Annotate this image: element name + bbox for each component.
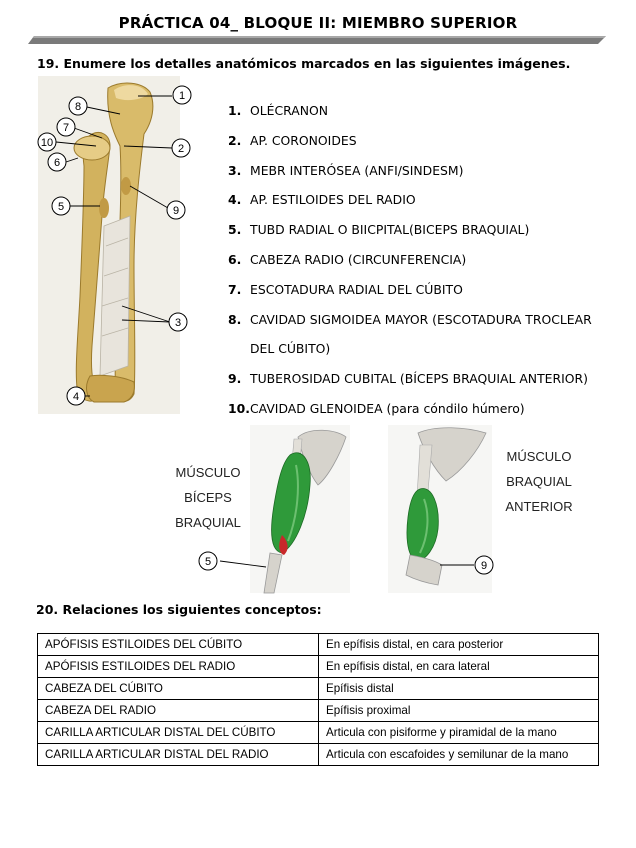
concept-cell: APÓFISIS ESTILOIDES DEL RADIO	[38, 656, 319, 678]
biceps-illustration	[175, 425, 350, 593]
callout-4: 4	[72, 391, 80, 403]
callout-2: 2	[177, 143, 185, 155]
callout-9: 9	[172, 205, 180, 217]
answer-item: 1. OLÉCRANON	[228, 103, 329, 118]
page-title: PRÁCTICA 04_ BLOQUE II: MIEMBRO SUPERIOR	[118, 14, 518, 32]
relation-cell: Articula con escafoides y semilunar de la mano	[319, 744, 599, 766]
concept-cell: CABEZA DEL CÚBITO	[38, 678, 319, 700]
concept-cell: APÓFISIS ESTILOIDES DEL CÚBITO	[38, 634, 319, 656]
table-row	[38, 744, 599, 766]
callout-10: 10	[40, 137, 54, 149]
callout-9-brachialis: 9	[480, 560, 488, 572]
relation-cell: En epífisis distal, en cara lateral	[319, 656, 599, 678]
relations-table	[37, 633, 599, 766]
brachialis-label-line2: BRAQUIAL	[506, 474, 572, 489]
answer-item: 10. CAVIDAD GLENOIDEA (para cóndilo húmero)	[228, 400, 525, 416]
question-19-prompt: 19. Enumere los detalles anatómicos marcados en las siguientes imágenes.	[37, 56, 571, 71]
callout-7: 7	[62, 122, 70, 134]
answer-item: 7. ESCOTADURA RADIAL DEL CÚBITO	[228, 281, 463, 297]
answer-item: 6. CABEZA RADIO (CIRCUNFERENCIA)	[228, 251, 467, 267]
forearm-bones-figure	[30, 76, 196, 414]
relation-cell: En epífisis distal, en cara posterior	[319, 634, 599, 656]
answer-item-continuation: DEL CÚBITO)	[250, 341, 331, 357]
brachialis-label-line1: MÚSCULO	[506, 449, 572, 464]
relation-cell: Articula con pisiforme y piramidal de la mano	[319, 722, 599, 744]
table-row	[38, 722, 599, 744]
relation-cell: Epífisis distal	[319, 678, 599, 700]
callout-3: 3	[174, 317, 182, 329]
callout-6: 6	[53, 157, 61, 169]
biceps-label-line2: BÍCEPS	[184, 490, 232, 505]
answer-item: 9. TUBEROSIDAD CUBITAL (BÍCEPS BRAQUIAL ANTERIOR)	[228, 371, 588, 387]
answer-item: 8. CAVIDAD SIGMOIDEA MAYOR (ESCOTADURA TROCLEAR	[228, 311, 592, 327]
question-20-prompt: 20. Relaciones los siguientes conceptos:	[36, 602, 322, 617]
muscles-figure	[170, 425, 590, 595]
concept-cell: CABEZA DEL RADIO	[38, 700, 319, 722]
answer-item: 2. AP. CORONOIDES	[228, 132, 357, 148]
biceps-label-line3: BRAQUIAL	[175, 515, 241, 530]
answer-item: 3. MEBR INTERÓSEA (ANFI/SINDESM)	[228, 162, 464, 178]
table-row	[38, 634, 599, 656]
callout-5-biceps: 5	[204, 556, 212, 568]
callout-1: 1	[178, 90, 186, 102]
table-row	[38, 700, 599, 722]
biceps-label-line1: MÚSCULO	[175, 465, 241, 480]
brachialis-label-line3: ANTERIOR	[505, 499, 573, 514]
callout-5: 5	[57, 201, 65, 213]
concept-cell: CARILLA ARTICULAR DISTAL DEL CÚBITO	[38, 722, 319, 744]
callout-8: 8	[74, 101, 82, 113]
title-underline-bar	[28, 34, 606, 46]
brachialis-illustration	[388, 425, 573, 593]
concept-cell: CARILLA ARTICULAR DISTAL DEL RADIO	[38, 744, 319, 766]
answer-item: 4. AP. ESTILOIDES DEL RADIO	[228, 192, 416, 208]
relation-cell: Epífisis proximal	[319, 700, 599, 722]
table-row	[38, 656, 599, 678]
table-row	[38, 678, 599, 700]
answer-list	[228, 96, 628, 424]
answer-item: 5. TUBD RADIAL O BIICPITAL(BICEPS BRAQUIAL)	[228, 222, 530, 238]
